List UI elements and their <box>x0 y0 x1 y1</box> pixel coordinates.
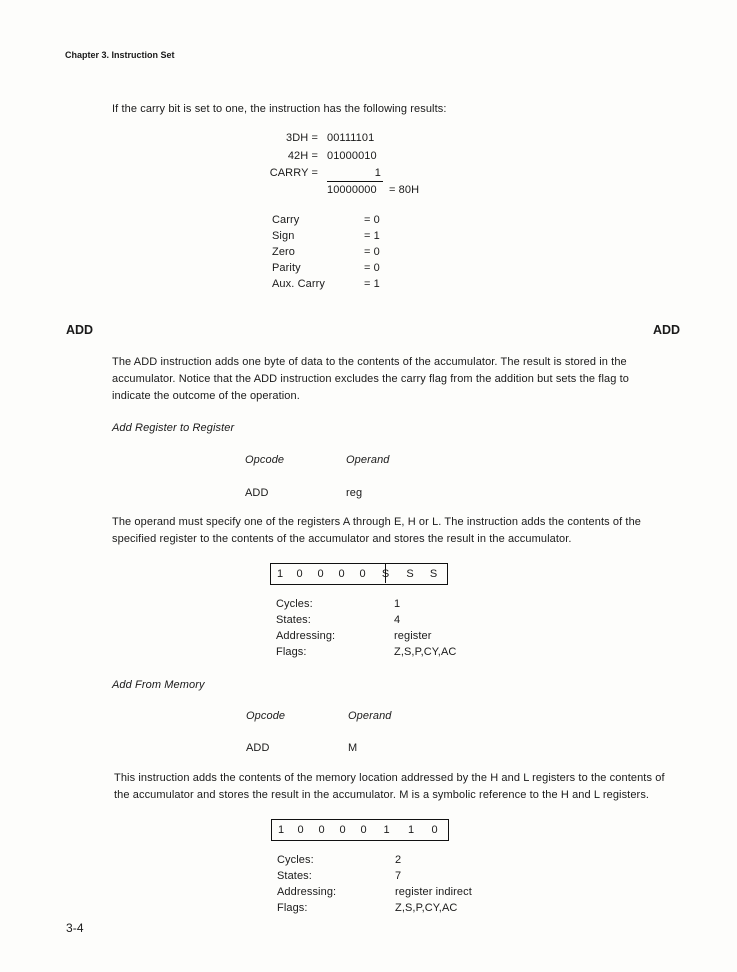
spec-name: States: <box>276 614 311 626</box>
opcode-header: Opcode <box>245 454 285 466</box>
flag-name: Zero <box>272 246 296 258</box>
spec-value: 4 <box>394 614 401 626</box>
description-line: This instruction adds the contents of the memory location addressed by the H and L registers to the contents of <box>114 772 665 784</box>
flag-name: Aux. Carry <box>272 278 325 290</box>
operand-value: M <box>348 742 358 754</box>
bit: 0 <box>318 824 325 836</box>
page-number: 3-4 <box>66 921 84 935</box>
flag-value: = 0 <box>364 246 380 258</box>
opcode-header: Opcode <box>246 710 286 722</box>
calc-value: 01000010 <box>327 150 377 162</box>
section-title-right: ADD <box>653 323 681 337</box>
spec-name: Flags: <box>276 646 307 658</box>
subtitle-reg-to-reg: Add Register to Register <box>112 422 235 434</box>
description-line: indicate the outcome of the operation. <box>112 390 300 402</box>
calc-label: CARRY = <box>269 167 318 179</box>
opcode-value: ADD <box>245 487 269 499</box>
bit: 0 <box>297 824 304 836</box>
bit: S <box>429 568 438 580</box>
flag-value: = 0 <box>364 214 380 226</box>
spec-name: Cycles: <box>277 854 314 866</box>
spec-value: register indirect <box>395 886 472 898</box>
flag-name: Parity <box>272 262 301 274</box>
bit: 0 <box>431 824 438 836</box>
spec-value: 2 <box>395 854 402 866</box>
subtitle-from-memory: Add From Memory <box>112 679 205 691</box>
description-line: accumulator. Notice that the ADD instruction excludes the carry flag from the addition but sets the flag to <box>112 373 629 385</box>
spec-value: register <box>394 630 432 642</box>
flag-name: Sign <box>272 230 295 242</box>
spec-name: Cycles: <box>276 598 313 610</box>
description-line: The operand must specify one of the registers A through E, H or L. The instruction adds the contents of the <box>112 516 642 528</box>
operand-header: Operand <box>346 454 390 466</box>
calc-label: 3DH = <box>286 132 318 144</box>
flag-value: = 1 <box>364 230 380 242</box>
spec-name: Addressing: <box>277 886 337 898</box>
opcode-value: ADD <box>246 742 270 754</box>
spec-name: Flags: <box>277 902 308 914</box>
bit: 1 <box>276 568 284 580</box>
opcode-bit-box <box>270 563 448 585</box>
bit: 0 <box>360 824 367 836</box>
bit: 0 <box>338 568 345 580</box>
spec-value: Z,S,P,CY,AC <box>394 646 457 658</box>
calc-label: 42H = <box>287 150 318 162</box>
field-divider <box>385 563 386 583</box>
calc-value: 1 <box>374 167 381 179</box>
flag-value: = 1 <box>364 278 380 290</box>
chapter-header: Chapter 3. Instruction Set <box>65 50 175 60</box>
bit: 1 <box>407 824 415 836</box>
section-title-left: ADD <box>66 323 94 337</box>
calc-result: 10000000 <box>327 184 377 196</box>
bit: 0 <box>359 568 366 580</box>
description-line: the accumulator and stores the result in the accumulator. M is a symbolic reference to the H and L registers. <box>114 789 650 801</box>
operand-header: Operand <box>348 710 392 722</box>
opcode-bit-box <box>271 819 449 841</box>
description-line: specified register to the contents of the accumulator and stores the result in the accumulator. <box>112 533 572 545</box>
bit: 1 <box>277 824 285 836</box>
spec-value: Z,S,P,CY,AC <box>395 902 458 914</box>
description-line: The ADD instruction adds one byte of data to the contents of the accumulator. The result is stored in the <box>112 356 627 368</box>
calc-value: 00111101 <box>327 132 375 144</box>
bit: S <box>381 568 390 580</box>
bit: 1 <box>383 824 390 836</box>
bit: 0 <box>339 824 346 836</box>
flag-name: Carry <box>272 214 300 226</box>
operand-value: reg <box>346 487 363 499</box>
bit: 0 <box>296 568 303 580</box>
spec-name: Addressing: <box>276 630 336 642</box>
spec-name: States: <box>277 870 312 882</box>
intro-text: If the carry bit is set to one, the instruction has the following results: <box>112 103 447 115</box>
calc-result-suffix: = 80H <box>389 184 420 196</box>
flag-value: = 0 <box>364 262 380 274</box>
sum-rule <box>327 181 383 182</box>
spec-value: 1 <box>394 598 401 610</box>
spec-value: 7 <box>395 870 402 882</box>
bit: S <box>406 568 414 580</box>
bit: 0 <box>317 568 324 580</box>
